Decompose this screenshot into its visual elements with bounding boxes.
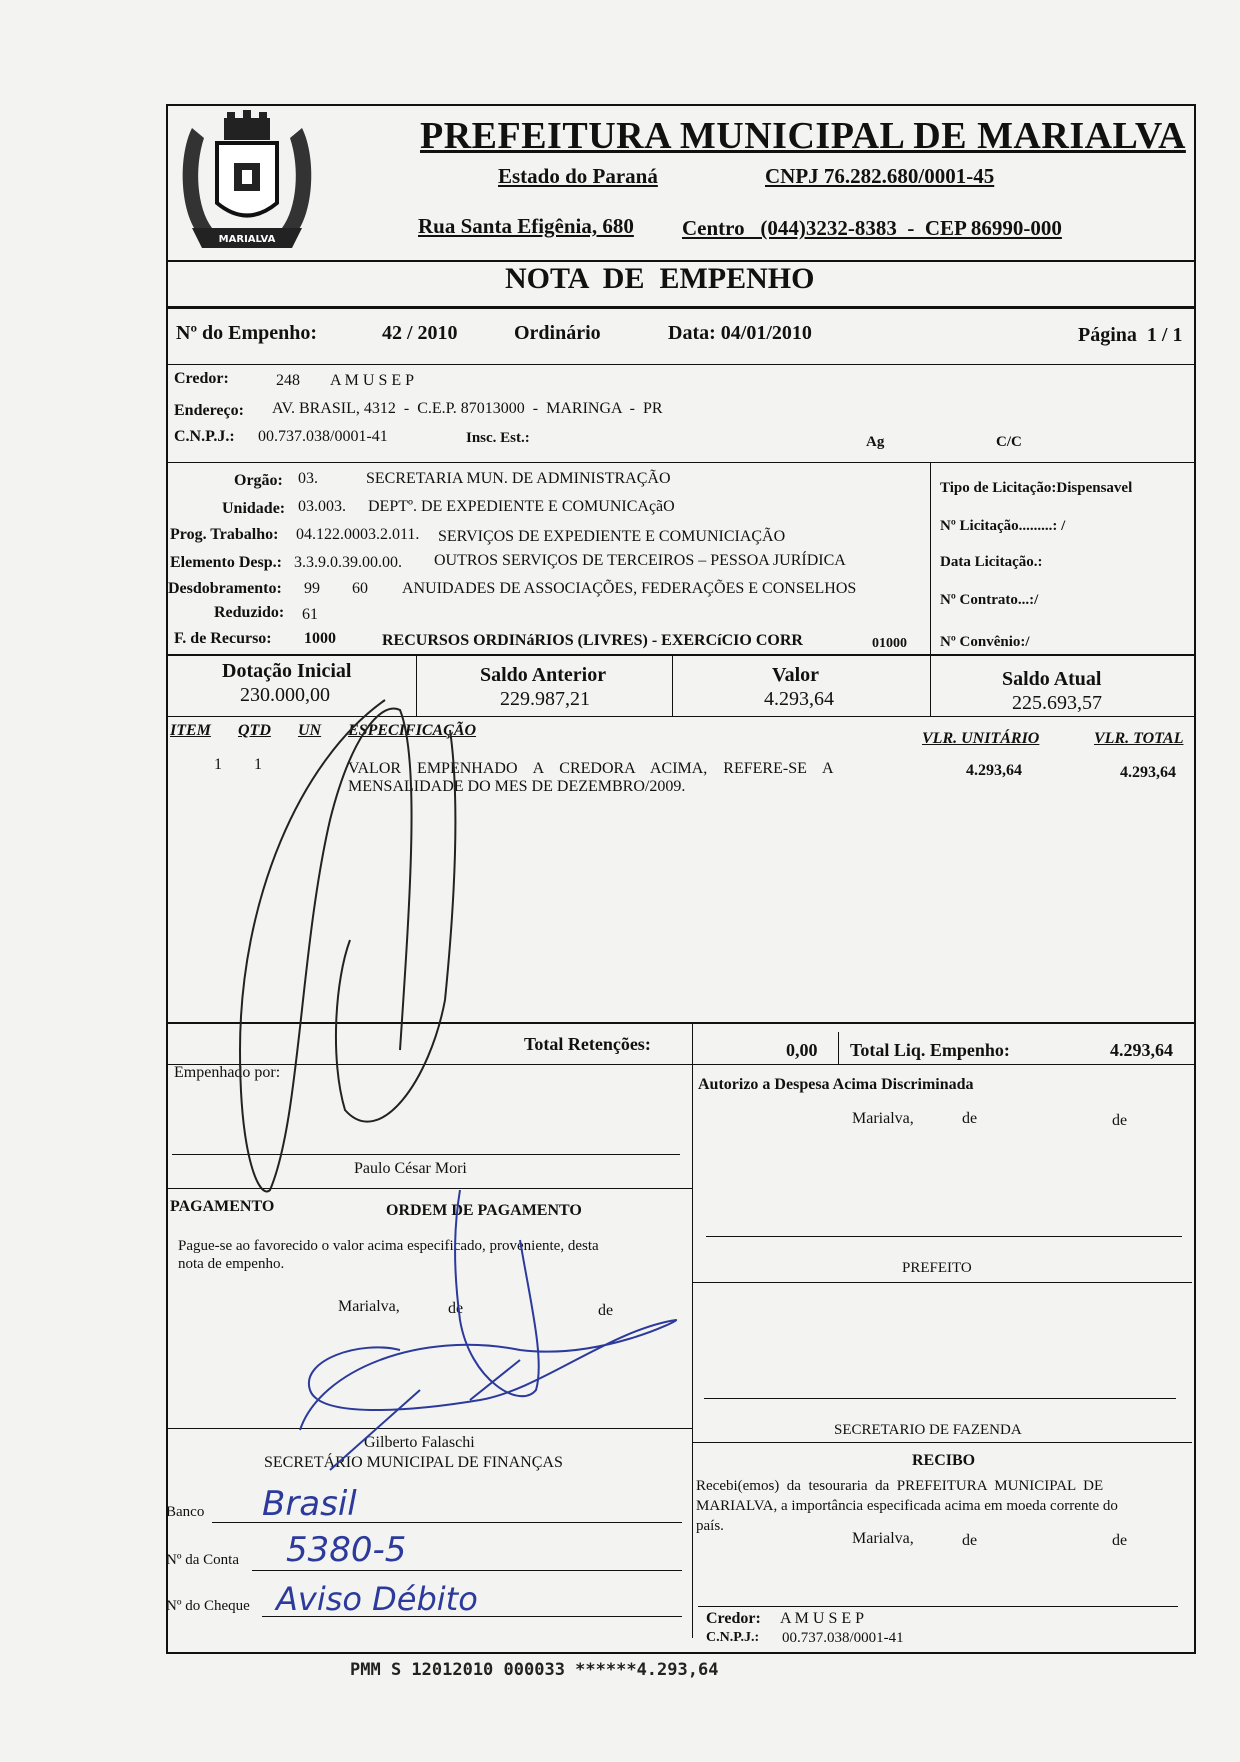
insc-label: Insc. Est.: (466, 430, 530, 446)
unidade-label: Unidade: (222, 500, 286, 517)
liq-empenho-label: Total Liq. Empenho: (850, 1040, 1010, 1060)
elem-desc: OUTROS SERVIÇOS DE TERCEIROS – PESSOA JURÍDICA (434, 552, 846, 569)
convenio-number: Nº Convênio:/ (940, 634, 1030, 650)
col-item: ITEM (170, 722, 211, 739)
col-un: UN (298, 722, 322, 739)
saldo-atual-label: Saldo Atual (1002, 668, 1102, 690)
pagamento-de1: de (448, 1300, 464, 1317)
pagamento-place: Marialva, (338, 1298, 400, 1315)
recibo-text-line3: país. (696, 1518, 724, 1534)
empenho-number: 42 / 2010 (382, 322, 458, 344)
page-title: PREFEITURA MUNICIPAL DE MARIALVA (420, 115, 1186, 157)
retencoes-value: 0,00 (786, 1040, 818, 1060)
saldo-anterior-label: Saldo Anterior (480, 664, 607, 686)
recurso-code: 1000 (304, 630, 336, 647)
credor-cnpj: 00.737.038/0001-41 (258, 428, 388, 445)
recibo-credor-name: A M U S E P (780, 1610, 865, 1627)
prog-desc: SERVIÇOS DE EXPEDIENTE E COMUNICIAÇÃO (438, 528, 786, 545)
liq-empenho-value: 4.293,64 (1110, 1040, 1173, 1060)
finance-signer-title: SECRETÁRIO MUNICIPAL DE FINANÇAS (264, 1454, 563, 1471)
contrato-number: Nº Contrato...:/ (940, 592, 1039, 608)
credor-code: 248 (276, 372, 300, 389)
banco-label: Banco (166, 1504, 205, 1520)
saldo-anterior-value: 229.987,21 (500, 688, 590, 710)
pagamento-text-line1: Pague-se ao favorecido o valor acima especificado, proveniente, desta (178, 1238, 599, 1254)
footer-stamp: PMM S 12012010 000033 ******4.293,64 (350, 1660, 719, 1680)
elem-label: Elemento Desp.: (170, 554, 282, 571)
cheque-label: Nº do Cheque (166, 1598, 250, 1614)
cc-label: C/C (996, 434, 1022, 450)
orgao-code: 03. (298, 470, 318, 487)
desd-label: Desdobramento: (168, 580, 282, 597)
licitacao-numero: Nº Licitação.........: / (940, 518, 1066, 534)
header-address: Centro (044)3232-8383 - CEP 86990-000 (682, 216, 1062, 240)
conta-label: Nº da Conta (166, 1552, 239, 1568)
empenho-type: Ordinário (514, 322, 601, 344)
recibo-de2: de (1112, 1532, 1128, 1549)
prog-code: 04.122.0003.2.011. (296, 526, 420, 543)
col-vlr-unitario: VLR. UNITÁRIO (922, 730, 1040, 747)
page-number: Página 1 / 1 (1078, 324, 1183, 346)
item-unit-value: 4.293,64 (966, 762, 1022, 779)
header-street: Rua Santa Efigênia, 680 (418, 214, 634, 238)
unidade-desc: DEPTº. DE EXPEDIENTE E COMUNICAçãO (368, 498, 675, 515)
desd-desc: ANUIDADES DE ASSOCIAÇÕES, FEDERAÇÕES E CONSELHOS (402, 580, 857, 597)
ordem-pagamento-heading: ORDEM DE PAGAMENTO (386, 1202, 582, 1219)
dotacao-value: 230.000,00 (240, 684, 330, 706)
licitacao-tipo: Tipo de Licitação:Dispensavel (940, 480, 1133, 496)
orgao-desc: SECRETARIA MUN. DE ADMINISTRAÇÃO (366, 470, 671, 487)
prefeito-label: PREFEITO (902, 1260, 972, 1276)
autorizo-text: Autorizo a Despesa Acima Discriminada (698, 1076, 974, 1093)
item-desc-line1: VALOR EMPENHADO A CREDORA ACIMA, REFERE-SE A (348, 760, 834, 777)
dotacao-label: Dotação Inicial (222, 660, 352, 682)
item-number: 1 (214, 756, 222, 773)
orgao-label: Orgão: (234, 472, 283, 489)
cnpj-label: C.N.P.J.: (174, 428, 235, 445)
prog-label: Prog. Trabalho: (170, 526, 279, 543)
finance-signer-name: Gilberto Falaschi (364, 1434, 475, 1451)
conta-value: 5380-5 (286, 1530, 407, 1570)
header-cnpj: CNPJ 76.282.680/0001-45 (765, 164, 995, 188)
desd-code2: 60 (352, 580, 368, 597)
col-qtd: QTD (238, 722, 271, 739)
banco-value: Brasil (262, 1484, 357, 1524)
recibo-title: RECIBO (912, 1452, 976, 1469)
empenho-date: Data: 04/01/2010 (668, 322, 812, 344)
item-desc-line2: MENSALIDADE DO MES DE DEZEMBRO/2009. (348, 778, 686, 795)
document-title: NOTA DE EMPENHO (505, 262, 815, 295)
licitacao-data: Data Licitação.: (940, 554, 1043, 570)
saldo-atual-value: 225.693,57 (1012, 692, 1102, 714)
retencoes-label: Total Retenções: (524, 1034, 651, 1054)
autorizo-place: Marialva, (852, 1110, 914, 1127)
credor-address: AV. BRASIL, 4312 - C.E.P. 87013000 - MARINGA - PR (272, 400, 663, 417)
recibo-cnpj-label: C.N.P.J.: (706, 1630, 760, 1645)
address-label: Endereço: (174, 402, 244, 419)
reduzido-code: 61 (302, 606, 318, 623)
empenho-label: Nº do Empenho: (176, 322, 318, 344)
col-vlr-total: VLR. TOTAL (1094, 730, 1184, 747)
recurso-code2: 01000 (872, 636, 907, 651)
cheque-value: Aviso Débito (276, 1580, 478, 1618)
recurso-label: F. de Recurso: (174, 630, 272, 647)
pagamento-text-line2: nota de empenho. (178, 1256, 285, 1272)
recibo-place: Marialva, (852, 1530, 914, 1547)
item-total-value: 4.293,64 (1120, 764, 1176, 781)
credor-label: Credor: (174, 370, 229, 387)
credor-name: A M U S E P (330, 372, 415, 389)
state-name: Estado do Paraná (498, 164, 658, 188)
secretario-fazenda-label: SECRETARIO DE FAZENDA (834, 1422, 1022, 1438)
recibo-credor-label: Credor: (706, 1610, 761, 1627)
item-qtd: 1 (254, 756, 262, 773)
recibo-text-line1: Recebi(emos) da tesouraria da PREFEITURA MUNICIPAL DE (696, 1478, 1104, 1494)
recibo-cnpj: 00.737.038/0001-41 (782, 1630, 904, 1646)
coat-of-arms-logo (172, 108, 322, 258)
valor-value: 4.293,64 (764, 688, 834, 710)
unidade-code: 03.003. (298, 498, 346, 515)
svg-text:MARIALVA: MARIALVA (218, 234, 276, 245)
recibo-de1: de (962, 1532, 978, 1549)
empenhado-label: Empenhado por: (174, 1064, 281, 1081)
reduzido-label: Reduzido: (214, 604, 285, 621)
autorizo-de2: de (1112, 1112, 1128, 1129)
empenhado-signer: Paulo César Mori (354, 1160, 467, 1177)
pagamento-de2: de (598, 1302, 614, 1319)
autorizo-de1: de (962, 1110, 978, 1127)
col-especificacao: ESPECIFICAÇÃO (348, 722, 477, 739)
recibo-text-line2: MARIALVA, a importância especificada acima em moeda corrente do (696, 1498, 1118, 1514)
elem-code: 3.3.9.0.39.00.00. (294, 554, 402, 571)
pagamento-heading: PAGAMENTO (170, 1198, 275, 1215)
valor-label: Valor (772, 664, 820, 686)
desd-code1: 99 (304, 580, 320, 597)
recurso-desc: RECURSOS ORDINáRIOS (LIVRES) - EXERCíCIO CORR (382, 632, 803, 649)
ag-label: Ag (866, 434, 885, 450)
